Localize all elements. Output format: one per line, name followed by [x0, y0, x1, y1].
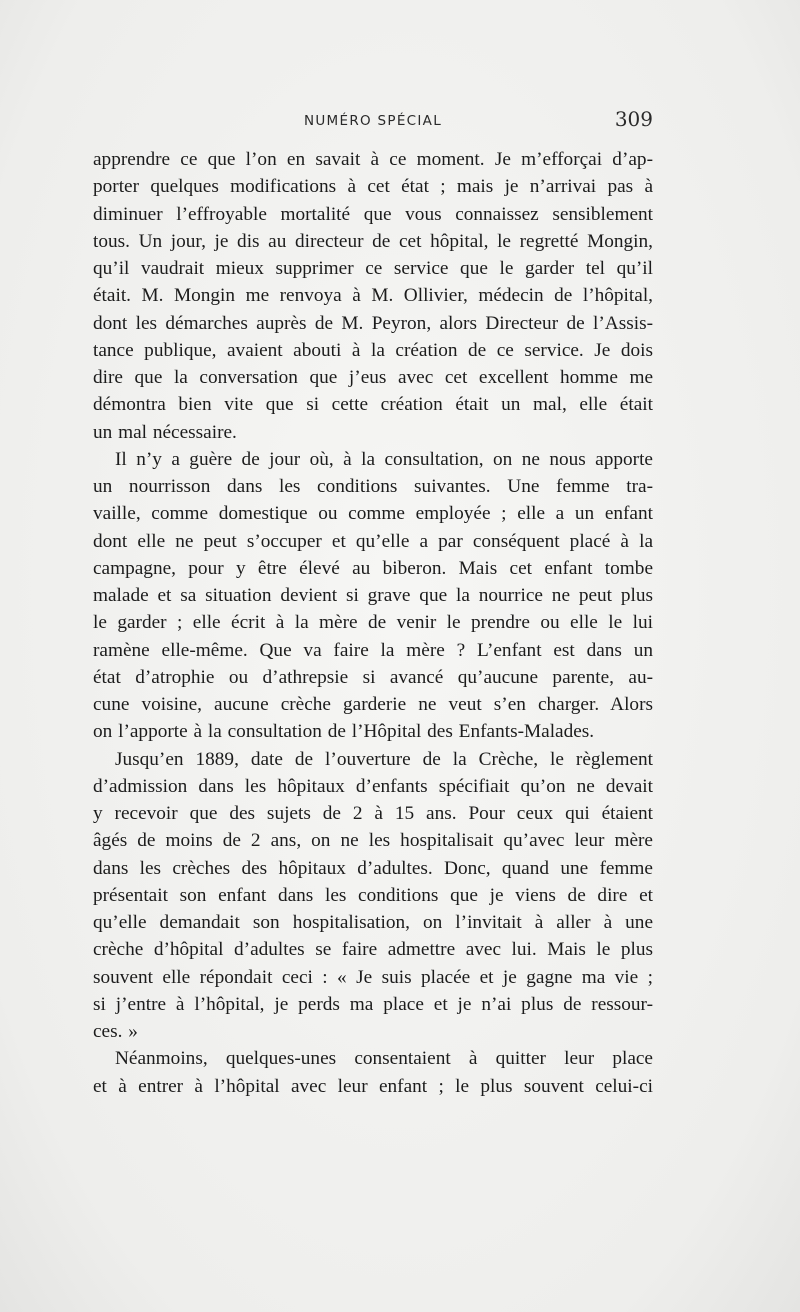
running-title: NUMÉRO SPÉCIAL [303, 113, 443, 129]
text-line: un nourrisson dans les conditions suivantes. Une femme tra- [93, 476, 653, 497]
text-line: un mal nécessaire. [93, 421, 237, 443]
text-line: qu’elle demandait son hospitalisation, on l’invitait à aller à une [93, 912, 653, 933]
text-line: âgés de moins de 2 ans, on ne les hospitalisait qu’avec leur mère [93, 830, 653, 852]
body-text [93, 146, 653, 1100]
running-head [93, 107, 653, 133]
text-line: malade et sa situation devient si grave que la nourrice ne peut plus [93, 585, 653, 606]
text-line: Il n’y a guère de jour où, à la consultation, on ne nous apporte [115, 448, 653, 470]
text-line: ces. » [93, 1021, 138, 1042]
text-line: dans les crèches des hôpitaux d’adultes. Donc, quand une femme [93, 857, 653, 879]
text-line: cune voisine, aucune crèche garderie ne veut s’en charger. Alors [93, 694, 653, 715]
text-line: dire que la conversation que j’eus avec cet excellent homme me [93, 367, 653, 388]
text-line: et à entrer à l’hôpital avec leur enfant ; le plus souvent celui-ci [93, 1075, 653, 1097]
text-line: d’admission dans les hôpitaux d’enfants spécifiait qu’on ne devait [93, 775, 653, 797]
text-line: le garder ; elle écrit à la mère de venir le prendre ou elle le lui [93, 612, 653, 634]
text-line: porter quelques modifications à cet état ; mais je n’arrivai pas à [93, 176, 653, 198]
text-line: souvent elle répondait ceci : « Je suis placée et je gagne ma vie ; [93, 966, 653, 988]
text-line: on l’apporte à la consultation de l’Hôpital des Enfants-Malades. [93, 721, 595, 743]
text-line: tous. Un jour, je dis au directeur de cet hôpital, le regretté Mongin, [93, 230, 653, 252]
text-line: Néanmoins, quelques-unes consentaient à quitter leur place [115, 1048, 653, 1070]
text-line: si j’entre à l’hôpital, je perds ma place et je n’ai plus de ressour- [93, 993, 653, 1015]
text-line: qu’il vaudrait mieux supprimer ce service que le garder tel qu’il [93, 258, 653, 279]
text-line: diminuer l’effroyable mortalité que vous connaissez sensiblement [93, 203, 653, 225]
text-line: démontra bien vite que si cette création était un mal, elle était [93, 394, 653, 416]
text-line: crèche d’hôpital d’adultes se faire admettre avec lui. Mais le plus [93, 939, 653, 961]
text-line: y recevoir que des sujets de 2 à 15 ans. Pour ceux qui étaient [93, 803, 653, 824]
text-line: campagne, pour y être élevé au biberon. Mais cet enfant tombe [93, 557, 653, 579]
text-line: ramène elle-même. Que va faire la mère ? L’enfant est dans un [93, 639, 653, 661]
text-line: dont elle ne peut s’occuper et qu’elle a par conséquent placé à la [93, 530, 653, 552]
text-line: tance publique, avaient abouti à la création de ce service. Je dois [93, 339, 653, 361]
text-line: Jusqu’en 1889, date de l’ouverture de la Crèche, le règlement [115, 748, 653, 770]
text-line: état d’atrophie ou d’athrepsie si avancé qu’aucune parente, au- [93, 666, 653, 688]
text-line: dont les démarches auprès de M. Peyron, alors Directeur de l’Assis- [93, 312, 653, 334]
page-number: 309 [614, 107, 653, 131]
text-line: était. M. Mongin me renvoya à M. Ollivier, médecin de l’hôpital, [93, 285, 653, 307]
text-line: apprendre ce que l’on en savait à ce moment. Je m’efforçai d’ap- [93, 149, 653, 170]
text-line: présentait son enfant dans les conditions que je viens de dire et [93, 884, 653, 906]
text-line: vaille, comme domestique ou comme employée ; elle a un enfant [93, 503, 653, 525]
